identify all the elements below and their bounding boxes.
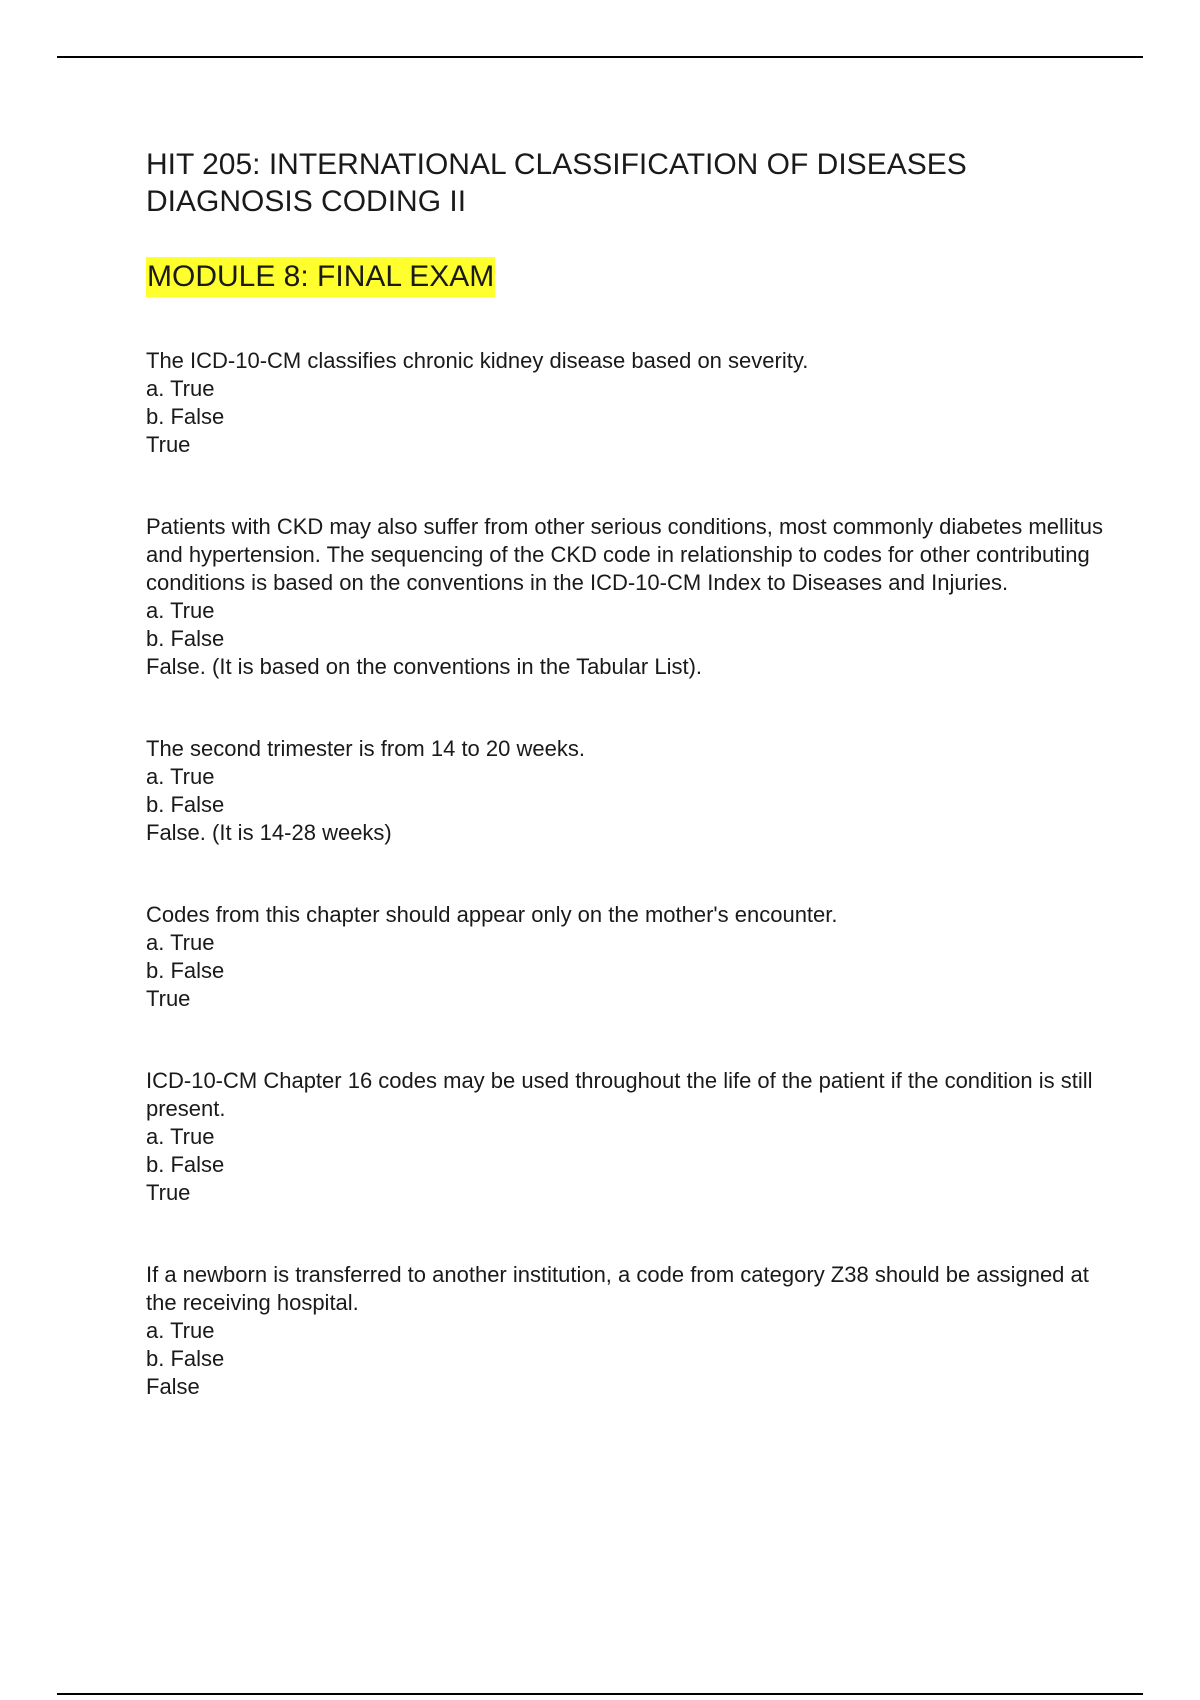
option-a: a. True [146, 376, 215, 401]
option-a: a. True [146, 930, 215, 955]
answer: False. (It is 14-28 weeks) [146, 820, 392, 845]
answer: True [146, 432, 191, 457]
option-b: b. False [146, 958, 225, 983]
question-item [146, 735, 1106, 847]
question-stem: The ICD-10-CM classifies chronic kidney disease based on severity. [146, 348, 809, 373]
question-stem: Patients with CKD may also suffer from other serious conditions, most commonly diabetes mellitus and hypertension. The sequencing of the CKD code in relationship to codes for other contributing conditions is based on the conventions in the ICD-10-CM Index to Diseases and Injuries. [146, 514, 1103, 595]
answer: True [146, 986, 191, 1011]
question-item [146, 901, 1106, 1013]
option-b: b. False [146, 792, 225, 817]
option-b: b. False [146, 626, 225, 651]
option-b: b. False [146, 1152, 225, 1177]
question-stem: The second trimester is from 14 to 20 weeks. [146, 736, 585, 761]
top-rule [57, 56, 1143, 58]
module-heading-wrap [146, 257, 1106, 297]
module-heading: MODULE 8: FINAL EXAM [146, 257, 495, 297]
bottom-rule [57, 1693, 1143, 1695]
option-a: a. True [146, 764, 215, 789]
answer: True [146, 1180, 191, 1205]
document-body [146, 146, 1106, 1455]
question-item [146, 513, 1106, 681]
question-item [146, 1261, 1106, 1401]
option-b: b. False [146, 404, 225, 429]
question-stem: If a newborn is transferred to another institution, a code from category Z38 should be assigned at the receiving hospital. [146, 1262, 1089, 1315]
answer: False. (It is based on the conventions in the Tabular List). [146, 654, 703, 679]
document-title: HIT 205: INTERNATIONAL CLASSIFICATION OF DISEASES DIAGNOSIS CODING II [146, 148, 967, 218]
question-stem: Codes from this chapter should appear only on the mother's encounter. [146, 902, 838, 927]
option-a: a. True [146, 1124, 215, 1149]
option-a: a. True [146, 1318, 215, 1343]
option-b: b. False [146, 1346, 225, 1371]
question-stem: ICD-10-CM Chapter 16 codes may be used throughout the life of the patient if the condition is still present. [146, 1068, 1093, 1121]
answer: False [146, 1374, 200, 1399]
question-item [146, 347, 1106, 459]
question-item [146, 1067, 1106, 1207]
question-list [146, 347, 1106, 1401]
option-a: a. True [146, 598, 215, 623]
